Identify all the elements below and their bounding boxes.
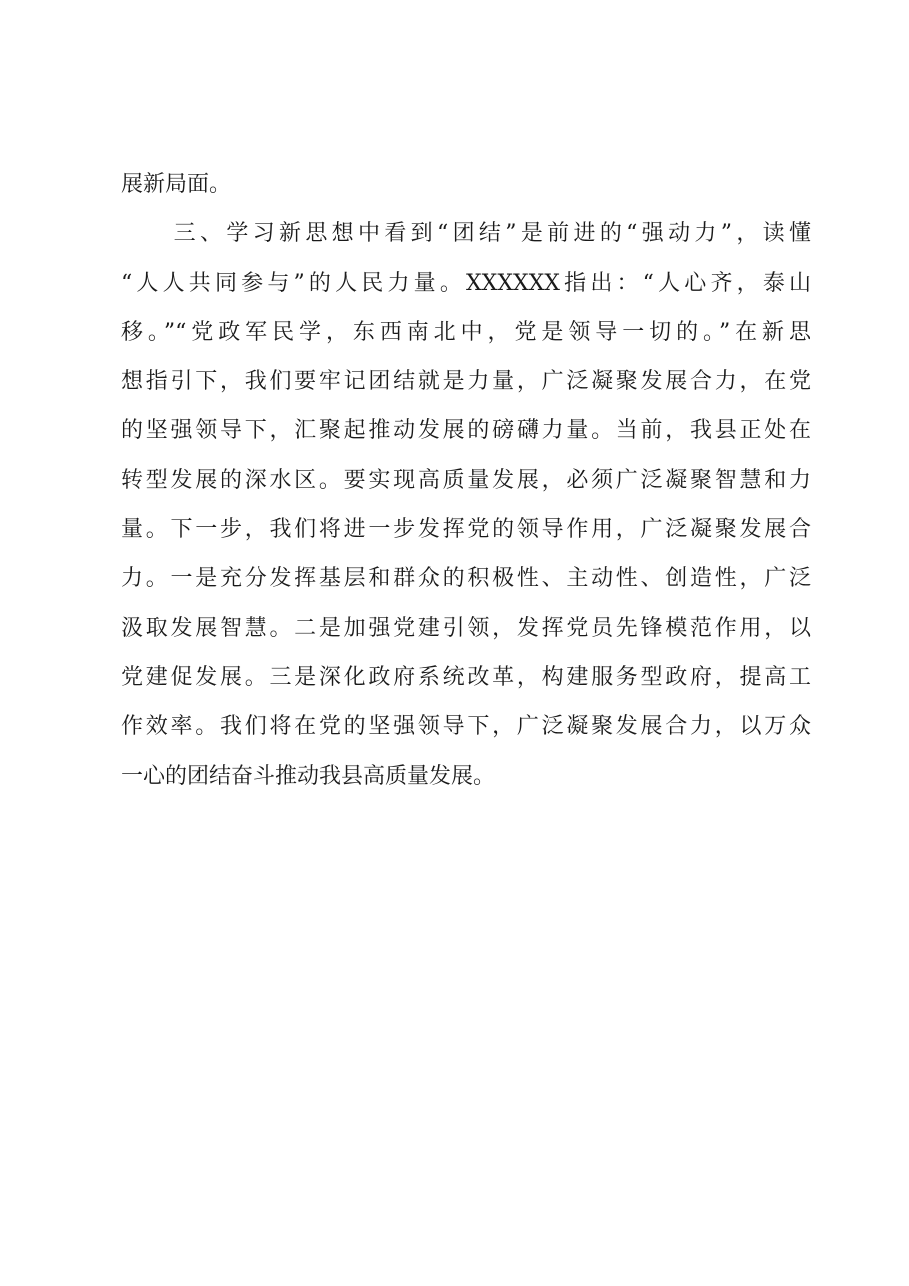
text-line: 想指引下，我们要牢记团结就是力量，广泛凝聚发展合力，在党 [121,369,811,395]
text-line: 移。”“党政军民学，东西南北中，党是领导一切的。”在新思 [121,319,811,345]
text-line: 作效率。我们将在党的坚强领导下，广泛凝聚发展合力，以万众 [121,714,811,740]
text-line: 的坚强领导下，汇聚起推动发展的磅礴力量。当前，我县正处在 [121,418,811,444]
text-line: 汲取发展智慧。二是加强党建引领，发挥党员先锋模范作用，以 [121,615,811,641]
text-line: 三、学习新思想中看到“团结”是前进的“强动力”，读懂 [121,221,811,247]
text-line: “人人共同参与”的人民力量。XXXXXX指出：“人心齐，泰山 [121,270,811,296]
text-line: 展新局面。 [121,172,232,197]
text-line: 党建促发展。三是深化政府系统改革，构建服务型政府，提高工 [121,664,811,690]
body-text [121,160,811,801]
text-line: 一心的团结奋斗推动我县高质量发展。 [121,763,496,789]
text-line: 量。下一步，我们将进一步发挥党的领导作用，广泛凝聚发展合 [121,517,811,543]
text-line: 力。一是充分发挥基层和群众的积极性、主动性、创造性，广泛 [121,566,811,592]
text-line: 转型发展的深水区。要实现高质量发展，必须广泛凝聚智慧和力 [121,467,811,493]
